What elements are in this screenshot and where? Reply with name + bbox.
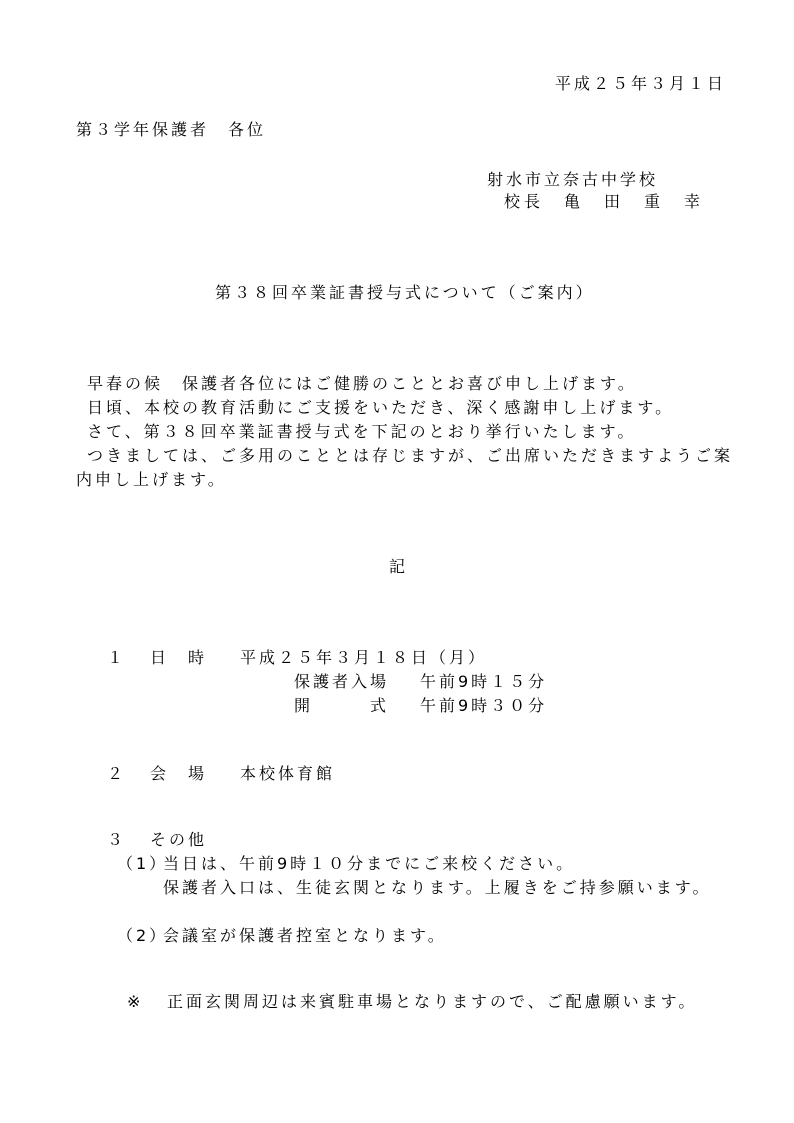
sub-item-text: 当日は、午前9時１０分までにご来校ください。	[163, 854, 576, 873]
item-value: 本校体育館	[240, 764, 336, 783]
body-line-3: さて、第３８回卒業証書授与式を下記のとおり挙行いたします。	[68, 422, 637, 441]
document-date: 平成２５年３月１日	[555, 74, 727, 93]
sub-label: 保護者入場	[294, 672, 390, 691]
item-label: 日 時	[150, 648, 208, 667]
body-line-4: つきましては、ご多用のこととは存じますが、ご出席いただきますようご案	[68, 446, 734, 465]
ki-heading: 記	[389, 557, 409, 576]
sub-item-text: 保護者入口は、生徒玄関となります。上履きをご持参願います。	[163, 878, 712, 897]
document-title: 第３８回卒業証書授与式について（ご案内）	[215, 283, 595, 302]
sub-value: 午前9時１５分	[420, 672, 548, 691]
sub-item-text: 会議室が保護者控室となります。	[163, 926, 447, 945]
reference-mark-icon: ※	[127, 992, 144, 1011]
item-label: その他	[150, 830, 208, 849]
item-number: ３	[107, 830, 127, 849]
footnote-text: 正面玄関周辺は来賓駐車場となりますので、ご配慮願います。	[167, 992, 698, 1011]
sender-school: 射水市立奈古中学校	[487, 170, 659, 189]
body-line-1: 早春の候 保護者各位にはご健勝のこととお喜び申し上げます。	[68, 374, 637, 393]
sub-item-number: （1）	[117, 854, 169, 873]
item-number: １	[107, 648, 127, 667]
sender-principal: 校長 亀 田 重 幸	[504, 192, 705, 211]
item-number: ２	[107, 764, 127, 783]
sub-value: 午前9時３０分	[420, 696, 548, 715]
item-label: 会 場	[150, 764, 208, 783]
sub-item-number: （2）	[117, 926, 169, 945]
body-line-5: 内申し上げます。	[76, 470, 227, 489]
item-value: 平成２５年３月１８日（月）	[240, 648, 488, 667]
recipient: 第３学年保護者 各位	[76, 120, 267, 139]
body-line-2: 日頃、本校の教育活動にご支援をいただき、深く感謝申し上げます。	[68, 398, 675, 417]
sub-label: 開 式	[294, 696, 390, 715]
